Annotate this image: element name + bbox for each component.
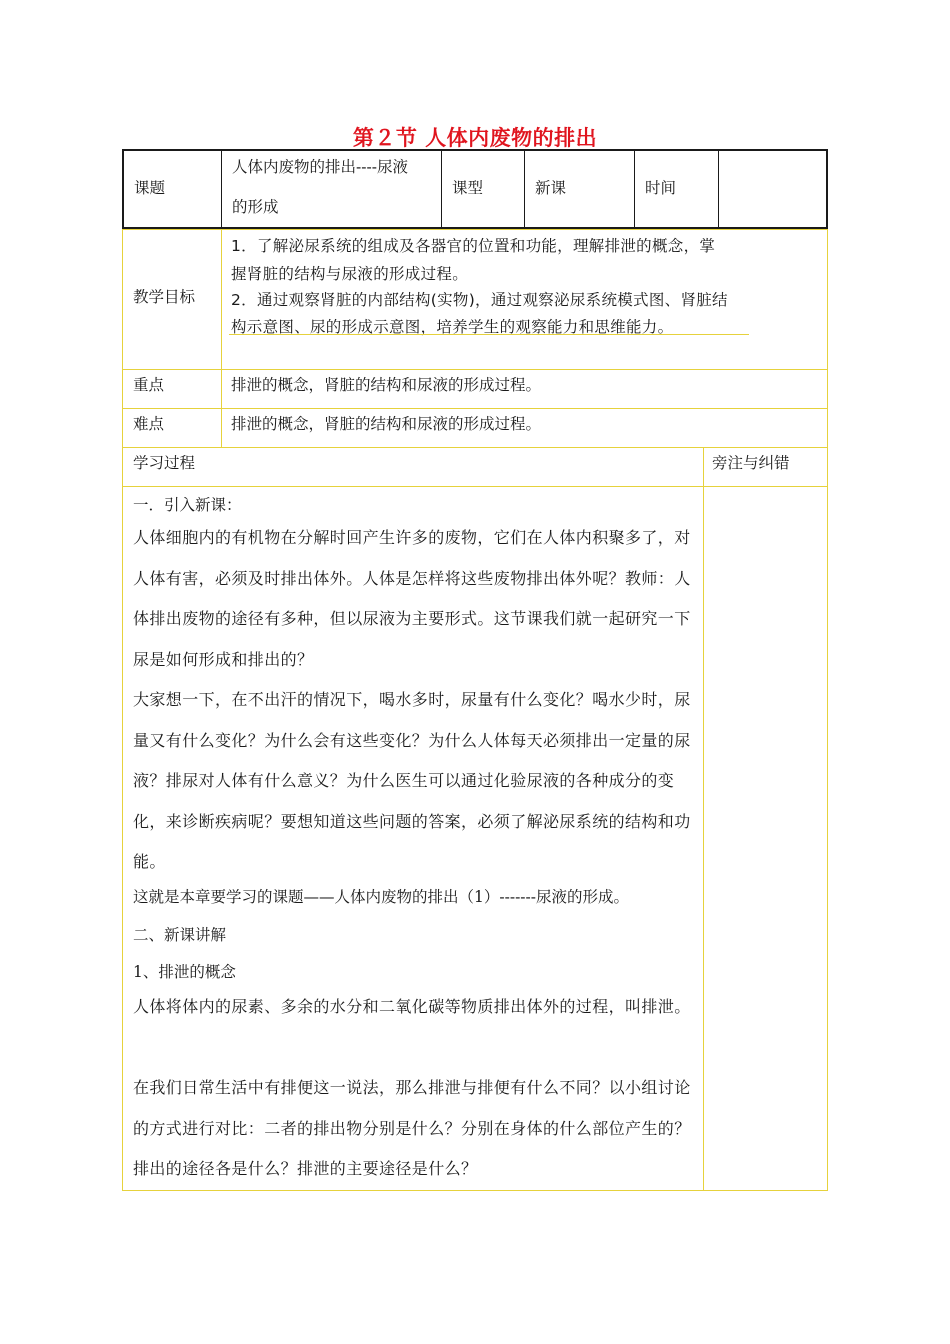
difficult-points-label: 难点 xyxy=(133,415,165,433)
topic-value-line1: 人体内废物的排出----尿液 xyxy=(232,158,408,176)
lesson-table xyxy=(122,229,828,1191)
label-column-divider xyxy=(221,230,222,448)
topic-label-cell xyxy=(124,151,222,227)
excretion-definition: 人体将体内的尿素、多余的水分和二氧化碳等物质排出体外的过程，叫排泄。 xyxy=(133,997,691,1016)
goal-line-1: 1．了解泌尿系统的组成及各器官的位置和功能，理解排泄的概念，掌 xyxy=(231,237,716,255)
key-points-row xyxy=(123,370,827,409)
type-value: 新课 xyxy=(535,179,567,197)
topic-value-line2: 的形成 xyxy=(232,198,279,216)
side-notes-divider xyxy=(703,448,704,1190)
time-label-cell xyxy=(635,151,719,227)
intro-paragraph-2: 大家想一下，在不出汗的情况下，喝水多时，尿量有什么变化？喝水少时，尿量又有什么变化？为什么会有这些变化？为什么人体每天必须排出一定量的尿液？排尿对人体有什么意义？为什么医生可以通过化验尿液的各种成分的变化，来诊断疾病呢？要想知道这些问题的答案，必须了解泌尿系统的结构和功能。 xyxy=(133,690,691,871)
goal-line-3: 2．通过观察肾脏的内部结构(实物)，通过观察泌尿系统模式图、肾脏结 xyxy=(231,291,728,309)
difficult-points-value: 排泄的概念，肾脏的结构和尿液的形成过程。 xyxy=(231,415,542,433)
process-label: 学习过程 xyxy=(133,454,196,472)
new-lesson-heading: 二、新课讲解 xyxy=(133,926,227,944)
topic-label: 课题 xyxy=(134,179,166,197)
time-label: 时间 xyxy=(645,179,677,197)
type-label-cell xyxy=(442,151,525,227)
header-table xyxy=(122,149,828,229)
side-notes-label: 旁注与纠错 xyxy=(712,454,790,472)
time-value-cell xyxy=(719,151,826,227)
goals-row xyxy=(123,230,827,370)
intro-heading: 一．引入新课： xyxy=(133,496,242,514)
page-title: 第２节 人体内废物的排出 xyxy=(352,126,598,150)
goal-line-2: 握肾脏的结构与尿液的形成过程。 xyxy=(231,265,469,283)
process-header-row xyxy=(123,448,827,487)
key-points-value: 排泄的概念，肾脏的结构和尿液的形成过程。 xyxy=(231,376,542,394)
type-value-cell xyxy=(525,151,635,227)
intro-topic: 这就是本章要学习的课题——人体内废物的排出（1）-------尿液的形成。 xyxy=(133,888,630,906)
key-points-label: 重点 xyxy=(133,376,165,394)
type-label: 课型 xyxy=(452,179,484,197)
intro-paragraph-1: 人体细胞内的有机物在分解时回产生许多的废物，它们在人体内积聚多了，对人体有害，必须及时排出体外。人体是怎样将这些废物排出体外呢？教师：人体排出废物的途径有多种，但以尿液为主要形式。这节课我们就一起研究一下尿是如何形成和排出的？ xyxy=(133,528,691,669)
excretion-subheading: 1、排泄的概念 xyxy=(133,963,236,981)
difficult-points-row xyxy=(123,409,827,448)
goals-label: 教学目标 xyxy=(133,288,196,306)
goal-line-4: 构示意图、尿的形成示意图，培养学生的观察能力和思维能力。 xyxy=(231,318,674,336)
goal-underline xyxy=(229,334,749,335)
discussion-paragraph: 在我们日常生活中有排便这一说法，那么排泄与排便有什么不同？以小组讨论的方式进行对比：二者的排出物分别是什么？分别在身体的什么部位产生的？排出的途径各是什么？排泄的主要途径是什么？ xyxy=(133,1078,691,1178)
topic-value-cell xyxy=(222,151,442,227)
